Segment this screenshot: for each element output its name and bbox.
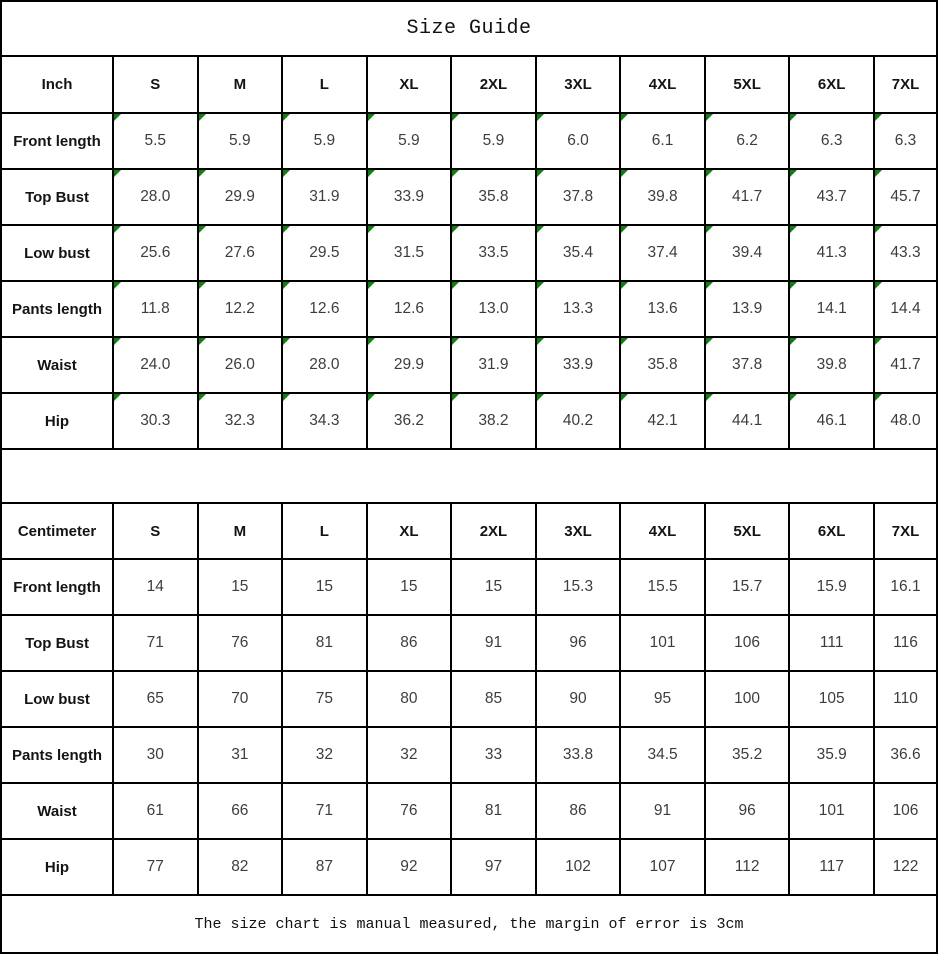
value-cell: 116 [874,615,936,671]
row-label-cell: Top Bust [2,169,113,225]
value-cell: 91 [620,783,705,839]
header-row [2,57,936,113]
value-cell: 6.3 [874,113,936,169]
text-format-flag-icon [199,226,206,233]
value-cell: 36.6 [874,727,936,783]
value-cell: 31 [198,727,283,783]
value-cell: 15.9 [789,559,874,615]
row-label-cell: Pants length [2,727,113,783]
size-header-cell: 4XL [620,503,705,559]
text-format-flag-icon [283,114,290,121]
value-cell: 15.5 [620,559,705,615]
value-cell: 43.7 [789,169,874,225]
text-format-flag-icon [706,394,713,401]
value-cell: 24.0 [113,337,198,393]
text-format-flag-icon [537,338,544,345]
value-cell: 31.9 [282,169,367,225]
text-format-flag-icon [706,226,713,233]
text-format-flag-icon [706,282,713,289]
row-label-cell: Pants length [2,281,113,337]
size-header-cell: 6XL [789,503,874,559]
value-cell: 6.2 [705,113,790,169]
value-cell: 87 [282,839,367,895]
value-cell: 33.5 [451,225,536,281]
value-cell: 41.7 [705,169,790,225]
value-cell: 35.8 [451,169,536,225]
value-cell: 100 [705,671,790,727]
value-cell: 35.9 [789,727,874,783]
text-format-flag-icon [199,338,206,345]
size-header-cell: XL [367,503,452,559]
table-row [2,393,936,449]
size-header-cell: 5XL [705,57,790,113]
text-format-flag-icon [621,282,628,289]
value-cell: 13.3 [536,281,621,337]
text-format-flag-icon [283,170,290,177]
value-cell: 28.0 [282,337,367,393]
size-header-cell: S [113,57,198,113]
size-header-cell: 6XL [789,57,874,113]
size-header-cell: 7XL [874,503,936,559]
table-row [2,783,936,839]
value-cell: 42.1 [620,393,705,449]
table-row [2,225,936,281]
value-cell: 30 [113,727,198,783]
table-gap [2,450,936,502]
value-cell: 61 [113,783,198,839]
value-cell: 75 [282,671,367,727]
value-cell: 82 [198,839,283,895]
text-format-flag-icon [199,114,206,121]
value-cell: 106 [705,615,790,671]
value-cell: 66 [198,783,283,839]
text-format-flag-icon [114,226,121,233]
text-format-flag-icon [621,114,628,121]
value-cell: 39.8 [620,169,705,225]
value-cell: 39.4 [705,225,790,281]
value-cell: 41.7 [874,337,936,393]
footer-row [2,896,936,952]
value-cell: 86 [536,783,621,839]
value-cell: 85 [451,671,536,727]
text-format-flag-icon [114,338,121,345]
size-header-cell: L [282,57,367,113]
value-cell: 101 [789,783,874,839]
value-cell: 37.8 [705,337,790,393]
value-cell: 5.5 [113,113,198,169]
size-header-cell: 3XL [536,57,621,113]
size-header-cell: M [198,503,283,559]
value-cell: 33.9 [367,169,452,225]
row-label-cell: Hip [2,839,113,895]
text-format-flag-icon [875,338,882,345]
text-format-flag-icon [790,226,797,233]
table-row [2,559,936,615]
value-cell: 5.9 [451,113,536,169]
value-cell: 76 [367,783,452,839]
value-cell: 77 [113,839,198,895]
value-cell: 34.3 [282,393,367,449]
value-cell: 35.2 [705,727,790,783]
value-cell: 33.8 [536,727,621,783]
text-format-flag-icon [199,282,206,289]
value-cell: 15 [282,559,367,615]
size-header-cell: 3XL [536,503,621,559]
table-row [2,113,936,169]
value-cell: 117 [789,839,874,895]
value-cell: 81 [282,615,367,671]
text-format-flag-icon [452,394,459,401]
text-format-flag-icon [114,114,121,121]
value-cell: 14 [113,559,198,615]
text-format-flag-icon [621,170,628,177]
text-format-flag-icon [452,170,459,177]
value-cell: 96 [536,615,621,671]
value-cell: 32 [367,727,452,783]
value-cell: 35.8 [620,337,705,393]
value-cell: 30.3 [113,393,198,449]
value-cell: 15 [198,559,283,615]
value-cell: 91 [451,615,536,671]
value-cell: 34.5 [620,727,705,783]
value-cell: 5.9 [198,113,283,169]
value-cell: 14.4 [874,281,936,337]
page-title: Size Guide [406,17,532,40]
value-cell: 32.3 [198,393,283,449]
value-cell: 33.9 [536,337,621,393]
text-format-flag-icon [368,394,375,401]
text-format-flag-icon [706,170,713,177]
text-format-flag-icon [706,338,713,345]
value-cell: 44.1 [705,393,790,449]
value-cell: 15.3 [536,559,621,615]
text-format-flag-icon [875,170,882,177]
value-cell: 102 [536,839,621,895]
value-cell: 14.1 [789,281,874,337]
text-format-flag-icon [537,114,544,121]
text-format-flag-icon [452,338,459,345]
table-row [2,615,936,671]
value-cell: 107 [620,839,705,895]
value-cell: 13.6 [620,281,705,337]
row-label-cell: Front length [2,559,113,615]
value-cell: 6.3 [789,113,874,169]
title-row [2,2,936,57]
text-format-flag-icon [790,338,797,345]
row-label-cell: Low bust [2,225,113,281]
text-format-flag-icon [875,226,882,233]
text-format-flag-icon [452,282,459,289]
value-cell: 110 [874,671,936,727]
value-cell: 122 [874,839,936,895]
value-cell: 31.9 [451,337,536,393]
value-cell: 80 [367,671,452,727]
table-row [2,839,936,895]
value-cell: 90 [536,671,621,727]
size-header-cell: L [282,503,367,559]
text-format-flag-icon [368,338,375,345]
text-format-flag-icon [875,394,882,401]
value-cell: 111 [789,615,874,671]
value-cell: 12.6 [282,281,367,337]
row-label-cell: Hip [2,393,113,449]
value-cell: 12.2 [198,281,283,337]
value-cell: 15 [367,559,452,615]
row-label-cell: Top Bust [2,615,113,671]
value-cell: 35.4 [536,225,621,281]
value-cell: 70 [198,671,283,727]
value-cell: 45.7 [874,169,936,225]
text-format-flag-icon [114,394,121,401]
text-format-flag-icon [621,394,628,401]
row-label-cell: Low bust [2,671,113,727]
unit-header-cell: Inch [2,57,113,113]
value-cell: 31.5 [367,225,452,281]
value-cell: 81 [451,783,536,839]
text-format-flag-icon [537,282,544,289]
text-format-flag-icon [706,114,713,121]
text-format-flag-icon [452,226,459,233]
value-cell: 15 [451,559,536,615]
value-cell: 13.9 [705,281,790,337]
value-cell: 37.4 [620,225,705,281]
value-cell: 27.6 [198,225,283,281]
value-cell: 40.2 [536,393,621,449]
text-format-flag-icon [537,170,544,177]
text-format-flag-icon [537,394,544,401]
value-cell: 16.1 [874,559,936,615]
text-format-flag-icon [114,170,121,177]
text-format-flag-icon [199,170,206,177]
text-format-flag-icon [283,282,290,289]
value-cell: 97 [451,839,536,895]
table-row [2,337,936,393]
value-cell: 65 [113,671,198,727]
value-cell: 26.0 [198,337,283,393]
table-row [2,727,936,783]
size-header-cell: 2XL [451,503,536,559]
value-cell: 48.0 [874,393,936,449]
value-cell: 76 [198,615,283,671]
text-format-flag-icon [368,226,375,233]
unit-header-cell: Centimeter [2,503,113,559]
text-format-flag-icon [875,114,882,121]
value-cell: 105 [789,671,874,727]
value-cell: 39.8 [789,337,874,393]
value-cell: 101 [620,615,705,671]
value-cell: 95 [620,671,705,727]
value-cell: 36.2 [367,393,452,449]
value-cell: 6.0 [536,113,621,169]
value-cell: 92 [367,839,452,895]
size-header-cell: 5XL [705,503,790,559]
value-cell: 112 [705,839,790,895]
value-cell: 71 [113,615,198,671]
text-format-flag-icon [452,114,459,121]
table-row [2,169,936,225]
centimeter-size-table [2,502,936,896]
row-label-cell: Waist [2,783,113,839]
row-label-cell: Front length [2,113,113,169]
size-header-cell: 4XL [620,57,705,113]
value-cell: 13.0 [451,281,536,337]
text-format-flag-icon [790,282,797,289]
value-cell: 38.2 [451,393,536,449]
value-cell: 29.9 [198,169,283,225]
inch-size-table [2,57,936,450]
text-format-flag-icon [621,338,628,345]
value-cell: 32 [282,727,367,783]
value-cell: 5.9 [282,113,367,169]
value-cell: 25.6 [113,225,198,281]
value-cell: 28.0 [113,169,198,225]
text-format-flag-icon [114,282,121,289]
text-format-flag-icon [283,338,290,345]
size-header-cell: 7XL [874,57,936,113]
text-format-flag-icon [368,114,375,121]
value-cell: 96 [705,783,790,839]
value-cell: 86 [367,615,452,671]
value-cell: 6.1 [620,113,705,169]
value-cell: 33 [451,727,536,783]
value-cell: 106 [874,783,936,839]
text-format-flag-icon [790,170,797,177]
row-label-cell: Waist [2,337,113,393]
value-cell: 46.1 [789,393,874,449]
table-row [2,671,936,727]
value-cell: 11.8 [113,281,198,337]
text-format-flag-icon [790,394,797,401]
text-format-flag-icon [790,114,797,121]
value-cell: 5.9 [367,113,452,169]
text-format-flag-icon [199,394,206,401]
text-format-flag-icon [368,170,375,177]
value-cell: 37.8 [536,169,621,225]
text-format-flag-icon [368,282,375,289]
text-format-flag-icon [283,394,290,401]
value-cell: 29.9 [367,337,452,393]
value-cell: 29.5 [282,225,367,281]
value-cell: 15.7 [705,559,790,615]
text-format-flag-icon [875,282,882,289]
header-row [2,503,936,559]
value-cell: 41.3 [789,225,874,281]
text-format-flag-icon [283,226,290,233]
size-header-cell: XL [367,57,452,113]
text-format-flag-icon [537,226,544,233]
value-cell: 43.3 [874,225,936,281]
footer-note: The size chart is manual measured, the margin of error is 3cm [194,915,744,933]
table-row [2,281,936,337]
value-cell: 71 [282,783,367,839]
size-header-cell: M [198,57,283,113]
size-header-cell: S [113,503,198,559]
value-cell: 12.6 [367,281,452,337]
size-header-cell: 2XL [451,57,536,113]
text-format-flag-icon [621,226,628,233]
